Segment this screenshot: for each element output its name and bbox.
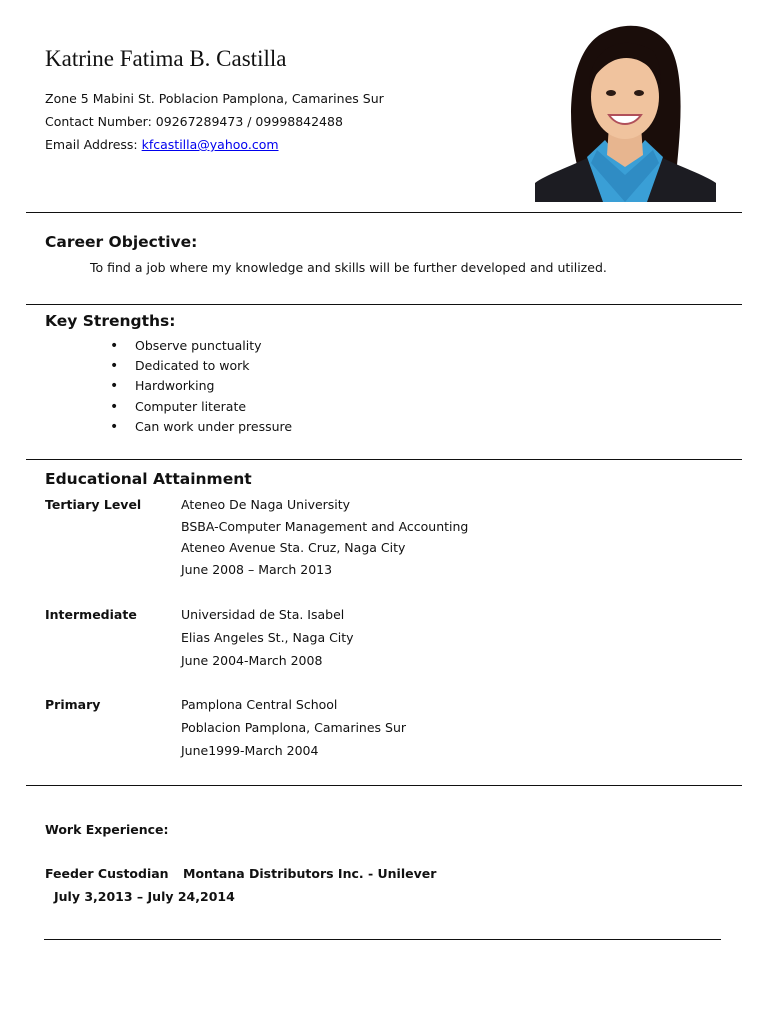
email-label: Email Address:	[45, 137, 142, 152]
divider	[26, 212, 742, 213]
education-line: Ateneo Avenue Sta. Cruz, Naga City	[181, 540, 406, 555]
divider	[26, 785, 742, 786]
list-item: • Hardworking	[110, 376, 292, 396]
education-line: Universidad de Sta. Isabel	[181, 607, 345, 622]
work-company: Montana Distributors Inc. - Unilever	[183, 866, 437, 881]
work-position: Feeder Custodian	[45, 866, 169, 881]
education-line: June 2008 – March 2013	[181, 562, 333, 577]
profile-photo	[535, 15, 716, 202]
career-objective-text: To find a job where my knowledge and skills will be further developed and utilized.	[90, 260, 607, 275]
education-line: BSBA-Computer Management and Accounting	[181, 519, 469, 534]
education-heading: Educational Attainment	[45, 470, 252, 488]
email-link[interactable]: kfcastilla@yahoo.com	[141, 137, 279, 152]
divider	[26, 304, 742, 305]
education-line: June1999-March 2004	[181, 743, 319, 758]
education-line: Poblacion Pamplona, Camarines Sur	[181, 720, 407, 735]
education-line: Elias Angeles St., Naga City	[181, 630, 354, 645]
work-experience-heading: Work Experience:	[45, 822, 169, 837]
email-line	[45, 137, 279, 152]
education-line: Pamplona Central School	[181, 697, 338, 712]
education-level-intermediate: Intermediate	[45, 607, 137, 622]
contact-number-line	[45, 114, 343, 129]
list-item: • Can work under pressure	[110, 417, 292, 437]
list-item: • Observe punctuality	[110, 336, 292, 356]
applicant-name: Katrine Fatima B. Castilla	[45, 46, 287, 71]
divider	[26, 459, 742, 460]
contact-number: 09267289473 / 09998842488	[155, 114, 343, 129]
divider	[44, 939, 721, 940]
education-line: June 2004-March 2008	[181, 653, 323, 668]
career-objective-heading: Career Objective:	[45, 233, 198, 251]
contact-label: Contact Number:	[45, 114, 156, 129]
key-strengths-heading: Key Strengths:	[45, 312, 176, 330]
address-line: Zone 5 Mabini St. Poblacion Pamplona, Camarines Sur	[45, 91, 384, 106]
education-level-primary: Primary	[45, 697, 101, 712]
education-line: Ateneo De Naga University	[181, 497, 351, 512]
education-level-tertiary: Tertiary Level	[45, 497, 142, 512]
list-item: • Computer literate	[110, 397, 292, 417]
key-strengths-list	[110, 336, 292, 437]
list-item: • Dedicated to work	[110, 356, 292, 376]
work-dates: July 3,2013 – July 24,2014	[54, 889, 235, 904]
